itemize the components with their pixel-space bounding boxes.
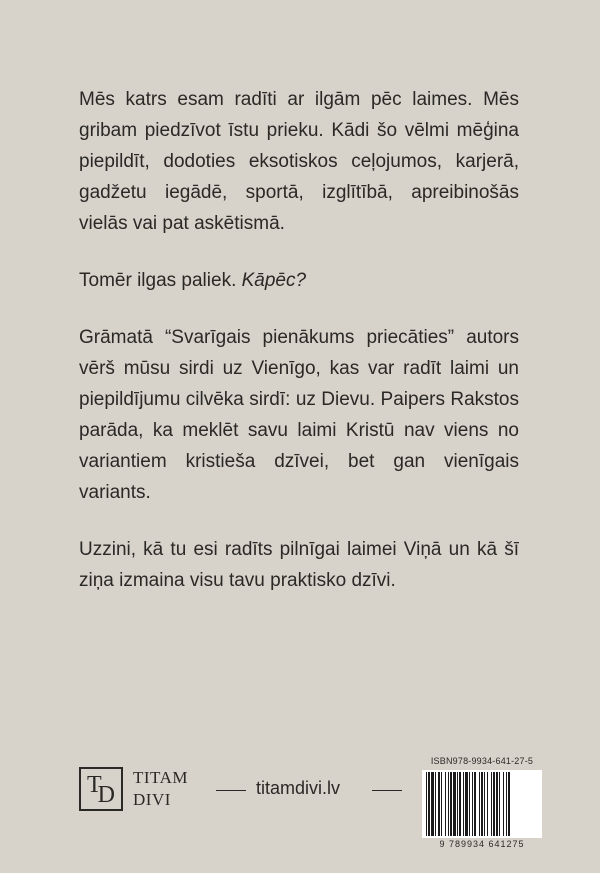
publisher-logo-icon	[79, 767, 123, 811]
publisher-website: titamdivi.lv	[256, 778, 341, 798]
barcode-bar	[479, 772, 480, 836]
isbn-barcode	[422, 756, 542, 856]
question-text: Tomēr ilgas paliek.	[79, 270, 237, 291]
barcode-bar	[445, 772, 446, 836]
barcode-number: 9 789934 641275	[439, 839, 525, 849]
paragraph-call-to-action: Uzzini, kā tu esi radīts pilnīgai laimei Viņā un kā šī ziņa izmaina visu tavu praktisko dzīvi.	[79, 539, 519, 591]
barcode-bar	[426, 772, 427, 836]
paragraph-intro: Mēs katrs esam radīti ar ilgām pēc laimes. Mēs gribam piedzīvot īstu prieku. Kādi šo vēlmi mēģina piepildīt, dodoties eksotiskos ceļojumos, karjerā, gadžetu iegādē, sportā, izglītībā, apreibinošās vielās vai pat askētismā.	[79, 89, 519, 234]
publisher-name	[133, 767, 188, 811]
barcode-bar	[457, 772, 458, 836]
barcode-bar	[428, 772, 430, 836]
barcode-bar	[481, 772, 483, 836]
barcode-bar	[431, 772, 434, 836]
barcode-bar	[448, 772, 449, 836]
logo-letter-d: D	[97, 782, 115, 808]
barcode-bar	[469, 772, 470, 836]
barcode-bar	[472, 772, 473, 836]
divider-dash-left	[216, 790, 246, 791]
barcode-bar	[493, 772, 495, 836]
barcode-bar	[459, 772, 461, 836]
barcode-bar	[496, 772, 498, 836]
barcode-bar	[465, 772, 468, 836]
paragraph-question	[79, 265, 519, 296]
barcode-bar	[450, 772, 452, 836]
barcode-bar	[506, 772, 507, 836]
barcode-bar	[508, 772, 510, 836]
question-italic: Kāpēc?	[241, 270, 307, 291]
barcode-bar	[503, 772, 504, 836]
barcode-bar	[453, 772, 456, 836]
barcode-bar	[487, 772, 488, 836]
publisher-name-line2: DIVI	[133, 790, 171, 809]
barcode-bar	[474, 772, 476, 836]
barcode-bar	[491, 772, 492, 836]
publisher-name-line1: TITAM	[133, 768, 188, 787]
barcode-bar	[463, 772, 464, 836]
barcode-bar	[484, 772, 485, 836]
barcode-bar	[438, 772, 440, 836]
logo-letter-t: T	[86, 772, 102, 798]
divider-dash-right	[372, 790, 402, 791]
footer	[79, 756, 539, 856]
barcode-bar	[435, 772, 436, 836]
back-cover-text	[79, 84, 519, 622]
paragraph-book-description: Grāmatā “Svarīgais pienākums priecāties” autors vērš mūsu sirdi uz Vienīgo, kas var radīt laimi un piepildījumu cilvēka sirdī: uz Dievu. Paipers Rakstos parāda, ka meklēt savu laimi Kristū nav viens no variantiem kristieša dzīvei, bet gan vienīgais variants.	[79, 327, 519, 503]
barcode-bar	[441, 772, 442, 836]
barcode-icon	[422, 770, 542, 838]
isbn-label: ISBN978-9934-641-27-5	[430, 756, 534, 766]
barcode-bar	[499, 772, 500, 836]
